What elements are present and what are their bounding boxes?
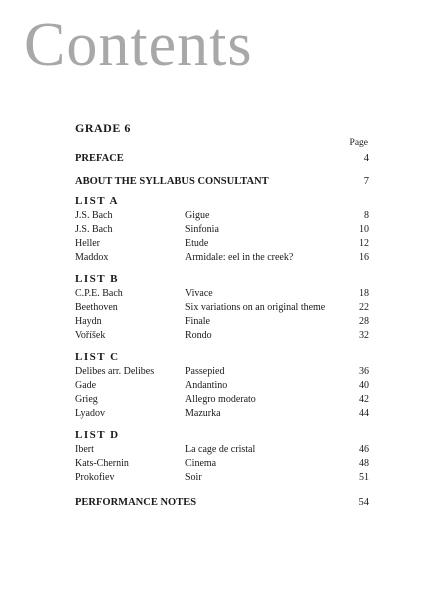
toc-row[interactable] [75, 250, 369, 265]
page-number: 32 [359, 330, 369, 341]
composer: J.S. Bach [75, 224, 113, 235]
toc-row[interactable] [75, 392, 369, 407]
piece-title: Gigue [185, 210, 210, 221]
page-number: 48 [359, 458, 369, 469]
toc-entry-performance-notes[interactable] [75, 495, 369, 510]
toc-entry-page: 7 [363, 176, 369, 187]
piece-title: Mazurka [185, 408, 221, 419]
toc-row[interactable] [75, 314, 369, 329]
toc-row[interactable] [75, 470, 369, 485]
composer: Kats-Chernin [75, 458, 129, 469]
composer: Voříšek [75, 330, 106, 341]
page-number: 18 [359, 288, 369, 299]
piece-title: Allegro moderato [185, 394, 256, 405]
composer: Lyadov [75, 408, 105, 419]
piece-title: La cage de cristal [185, 444, 256, 455]
page-title: Contents [24, 11, 253, 79]
composer: J.S. Bach [75, 210, 113, 221]
page-number: 36 [359, 366, 369, 377]
toc-row[interactable] [75, 364, 369, 379]
page-number: 28 [359, 316, 369, 327]
toc-entry-preface[interactable] [75, 151, 369, 166]
list-b-heading: LIST B [75, 273, 119, 285]
composer: C.P.E. Bach [75, 288, 123, 299]
piece-title: Cinema [185, 458, 217, 469]
list-c-heading: LIST C [75, 351, 120, 363]
toc-row[interactable] [75, 236, 369, 251]
piece-title: Passepied [185, 366, 225, 377]
composer: Beethoven [75, 302, 118, 313]
page-number: 10 [359, 224, 369, 235]
toc-row[interactable] [75, 328, 369, 343]
toc-row[interactable] [75, 406, 369, 421]
list-d-heading: LIST D [75, 429, 120, 441]
toc-row[interactable] [75, 442, 369, 457]
composer: Maddox [75, 252, 109, 263]
composer: Delibes arr. Delibes [75, 366, 155, 377]
page-column-header: Page [349, 138, 368, 148]
composer: Ibert [75, 444, 94, 455]
piece-title: Soir [185, 472, 202, 483]
toc-row[interactable] [75, 300, 369, 315]
toc-row[interactable] [75, 378, 369, 393]
piece-title: Vivace [185, 288, 213, 299]
page-number: 8 [364, 210, 369, 221]
toc-row[interactable] [75, 456, 369, 471]
page-number: 46 [359, 444, 369, 455]
toc-entry-label: PREFACE [75, 153, 124, 164]
composer: Haydn [75, 316, 102, 327]
toc-entry-label: ABOUT THE SYLLABUS CONSULTANT [75, 176, 269, 187]
piece-title: Rondo [185, 330, 212, 341]
piece-title: Andantino [185, 380, 228, 391]
toc-row[interactable] [75, 286, 369, 301]
page-number: 51 [359, 472, 369, 483]
grade-heading: GRADE 6 [75, 121, 131, 135]
toc-entry-page: 54 [358, 497, 369, 508]
piece-title: Finale [185, 316, 210, 327]
piece-title: Armidale: eel in the creek? [185, 252, 294, 263]
composer: Heller [75, 238, 100, 249]
list-a-heading: LIST A [75, 195, 119, 207]
composer: Prokofiev [75, 472, 115, 483]
piece-title: Etude [185, 238, 209, 249]
toc-row[interactable] [75, 222, 369, 237]
piece-title: Sinfonia [185, 224, 219, 235]
page-number: 22 [359, 302, 369, 313]
toc-entry-label: PERFORMANCE NOTES [75, 497, 197, 508]
page-number: 40 [359, 380, 369, 391]
piece-title: Six variations on an original theme [185, 302, 326, 313]
page-number: 44 [359, 408, 369, 419]
page-number: 16 [359, 252, 369, 263]
toc-row[interactable] [75, 208, 369, 223]
toc-entry-consultant[interactable] [75, 174, 369, 189]
composer: Grieg [75, 394, 98, 405]
page-number: 42 [359, 394, 369, 405]
page-number: 12 [359, 238, 369, 249]
composer: Gade [75, 380, 97, 391]
toc-entry-page: 4 [363, 153, 369, 164]
